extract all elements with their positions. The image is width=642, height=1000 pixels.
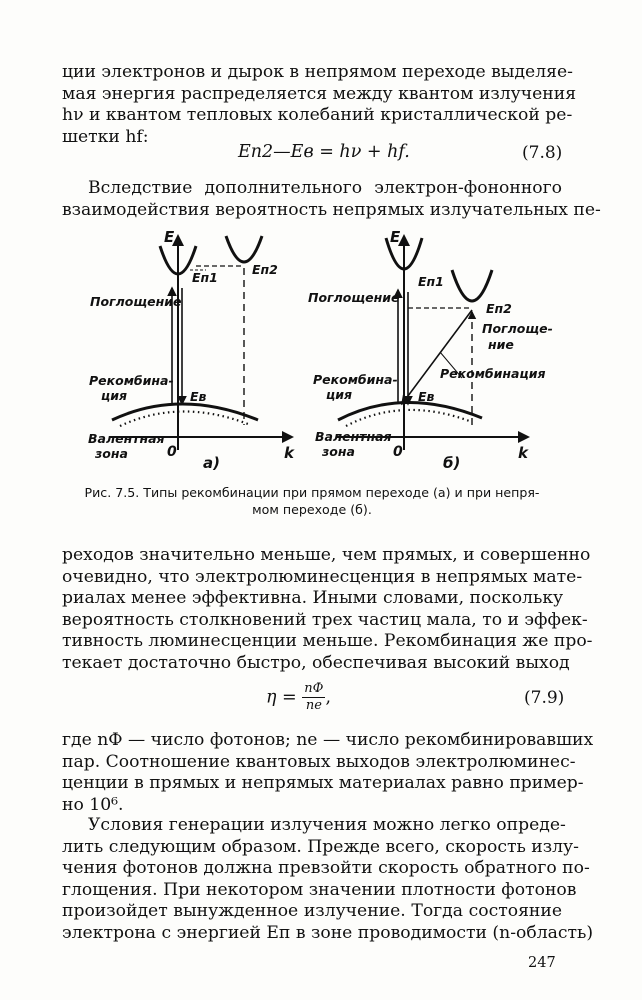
diagonal-recombination-arrow <box>402 310 472 404</box>
text-line: реходов значительно меньше, чем прямых, и совершенно <box>62 545 591 565</box>
equation-number-7-8: (7.8) <box>522 143 563 163</box>
ev-label: Eв <box>190 389 207 404</box>
text-line: тивность люминесценции меньше. Рекомбинация же про- <box>62 631 593 652</box>
caption-line: Рис. 7.5. Типы рекомбинации при прямом переходе (а) и при непря- <box>84 485 540 500</box>
panel-a <box>88 228 295 472</box>
en1-label: Eп1 <box>192 270 218 285</box>
text-line: шетки hf: <box>62 126 149 147</box>
text-line: пар. Соотношение квантовых выходов электролюминес- <box>62 751 576 772</box>
page-number: 247 <box>528 955 556 971</box>
recombination-label: ция <box>326 387 353 402</box>
origin-label: 0 <box>393 444 403 460</box>
valence-band-label: Валентная <box>315 429 392 444</box>
text-line: лить следующим образом. Прежде всего, скорость излу- <box>62 836 579 857</box>
k-axis-label: k <box>518 444 528 462</box>
eq-tail: , <box>325 687 332 708</box>
absorption-label: Поглощение <box>308 290 400 305</box>
text-line: текает достаточно быстро, обеспечивая высокий выход <box>62 652 570 673</box>
caption-line: мом переходе (б). <box>252 502 372 517</box>
origin-label: 0 <box>167 444 177 460</box>
eq-numerator: nФ <box>304 681 324 696</box>
en2-label: Eп2 <box>486 301 512 316</box>
text-line: где nФ — число фотонов; ne — число рекомбинировавших <box>62 730 594 750</box>
en2-label: Eп2 <box>252 262 278 277</box>
valence-band-label: Валентная <box>88 431 165 446</box>
panel-b <box>308 228 553 472</box>
valence-band <box>338 402 482 420</box>
text-line: произойдет вынужденное излучение. Тогда состояние <box>62 901 562 922</box>
equation-7-9 <box>266 681 331 714</box>
text-line: ции электронов и дырок в непрямом переходе выделяе- <box>62 62 573 82</box>
text-line: взаимодействия вероятность непрямых излучательных пе- <box>62 199 601 220</box>
absorption-label: Поглощение <box>90 294 182 309</box>
diagonal-recombination-label: Рекомбинация <box>440 366 546 381</box>
equation-7-8: Eп2—Eв = hν + hf. <box>238 142 410 162</box>
absorption-2-label: Поглоще- <box>482 321 553 336</box>
eq-denominator: ne <box>305 698 322 713</box>
panel-label: б) <box>443 454 461 472</box>
paragraph-4 <box>62 730 594 816</box>
text-line: чения фотонов должна превзойти скорость обратного по- <box>62 858 590 879</box>
text-line: риалах менее эффективна. Иными словами, поскольку <box>62 588 564 609</box>
recombination-label: Рекомбина- <box>313 372 398 387</box>
recombination-label: Рекомбина- <box>89 373 174 388</box>
paragraph-5 <box>62 815 594 945</box>
text-line: электрона с энергией Eп в зоне проводимости (n-область) <box>62 922 594 943</box>
text-line: ценции в прямых и непрямых материалах равно пример- <box>62 773 584 794</box>
text-line: Вследствие дополнительного электрон-фононного <box>88 178 562 198</box>
ev-label: Eв <box>418 389 435 404</box>
eq-lhs: η = <box>266 687 297 708</box>
text-line: глощения. При некотором значении плотности фотонов <box>62 879 577 900</box>
e-axis-label: E <box>164 228 175 246</box>
text-line: hν и квантом тепловых колебаний кристаллической ре- <box>62 105 573 126</box>
absorption-2-label: ние <box>488 337 514 352</box>
text-line: очевидно, что электролюминесценция в непрямых мате- <box>62 566 583 587</box>
equation-number-7-9: (7.9) <box>524 688 565 708</box>
e-axis-label: E <box>390 228 401 246</box>
conduction-band-min-2 <box>226 236 262 262</box>
eq-fraction <box>302 681 325 714</box>
valence-band <box>112 404 258 420</box>
k-axis-label: k <box>284 444 294 462</box>
recombination-label: ция <box>101 388 128 403</box>
en1-label: Eп1 <box>418 274 444 289</box>
valence-band-label: зона <box>322 444 355 459</box>
text-line: Условия генерации излучения можно легко опреде- <box>88 815 566 835</box>
paragraph-3 <box>62 545 593 675</box>
text-line: мая энергия распределяется между квантом излучения <box>62 83 577 104</box>
valence-band-label: зона <box>95 446 128 461</box>
text-line: вероятность столкновений трех частиц мала, то и эффек- <box>62 609 588 630</box>
conduction-band-min-2 <box>452 270 492 301</box>
figure-caption <box>62 484 562 518</box>
panel-label: а) <box>203 454 220 472</box>
text-line: но 10⁶. <box>62 794 124 815</box>
